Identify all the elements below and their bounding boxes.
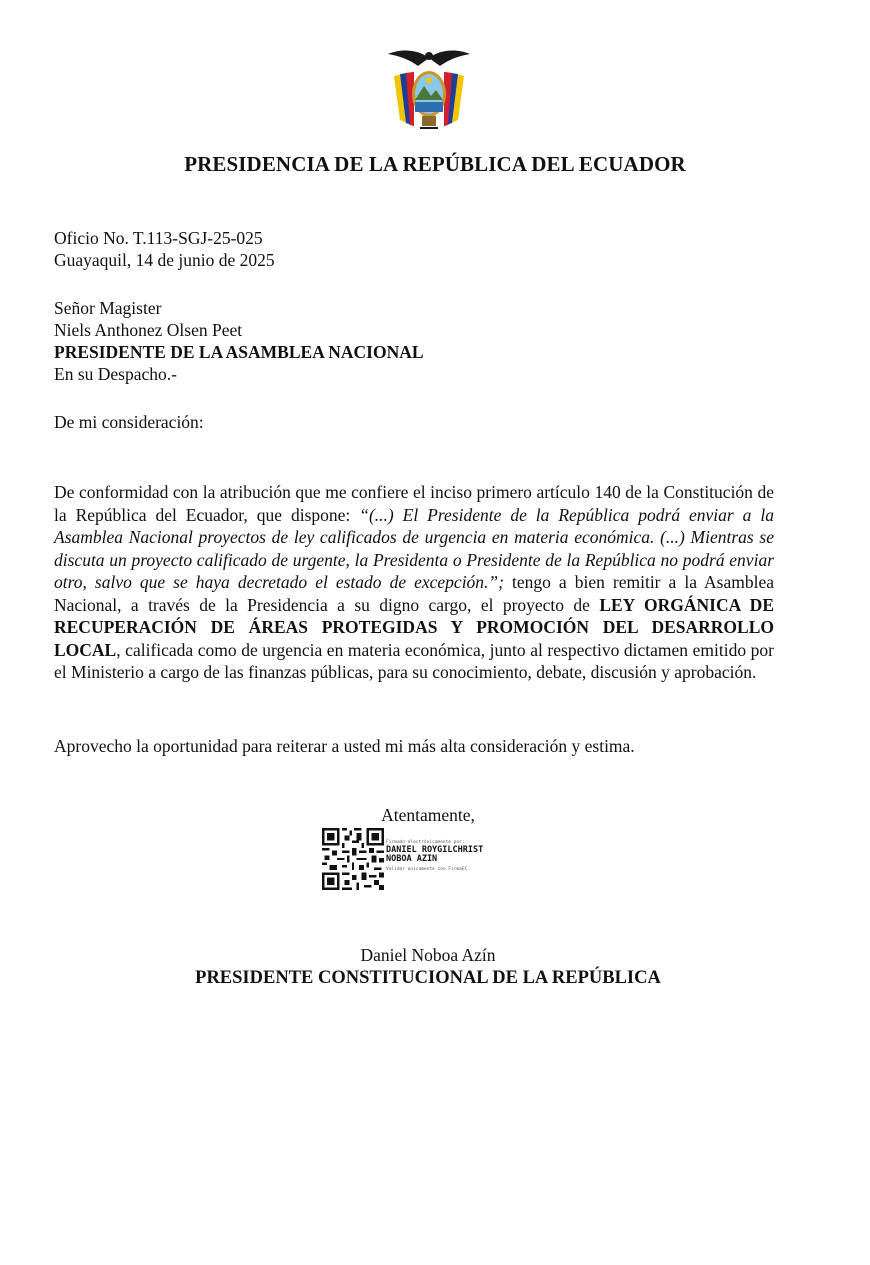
recipient-location: En su Despacho.- xyxy=(54,364,177,384)
recipient-honorific: Señor Magister xyxy=(54,298,162,318)
recipient-position: PRESIDENTE DE LA ASAMBLEA NACIONAL xyxy=(54,342,424,362)
body-paragraph xyxy=(54,481,774,684)
signer-title: PRESIDENTE CONSTITUCIONAL DE LA REPÚBLICA xyxy=(195,968,661,988)
validation-note: Validar únicamente con FirmaEC xyxy=(386,867,468,872)
valediction: Atentamente, xyxy=(381,805,475,825)
recipient-name: Niels Anthonez Olsen Peet xyxy=(54,320,243,340)
signature-details xyxy=(386,840,483,873)
oficio-number: Oficio No. T.113-SGJ-25-025 xyxy=(54,228,263,248)
signer-name: Daniel Noboa Azín xyxy=(360,945,496,965)
body-middle: tengo a bien remitir a la Asamblea Nacional, a través de la Presidencia a su digno cargo, el proyecto de xyxy=(54,572,774,615)
body-end: , calificada como de urgencia en materia económica, junto al respectivo dictamen emitido por el Ministerio a cargo de las finanzas públicas, para su conocimiento, debate, discusión y aprobación. xyxy=(54,639,774,682)
closing-line: Aprovecho la oportunidad para reiterar a usted mi más alta consideración y estima. xyxy=(54,736,635,756)
body-intro: De conformidad con la atribución que me confiere el inciso primero artículo 140 de la Constitución de la República del Ecuador, que dispone: xyxy=(54,482,774,525)
page-title: PRESIDENCIA DE LA REPÚBLICA DEL ECUADOR xyxy=(184,152,686,176)
signer-line-1: DANIEL ROYGILCHRIST xyxy=(386,845,484,855)
signer-line-2: NOBOA AZIN xyxy=(386,854,438,864)
place-date: Guayaquil, 14 de junio de 2025 xyxy=(54,250,275,270)
qr-code-icon xyxy=(322,828,384,890)
electronic-signature xyxy=(322,828,532,892)
ecuador-coat-of-arms-icon xyxy=(384,46,474,132)
signed-by-label: Firmado electrónicamente por: xyxy=(386,840,465,845)
reference-block xyxy=(54,227,275,271)
constitution-quote: “(...) El Presidente de la República podrá enviar a la Asamblea Nacional proyectos de ley calificados de urgencia en materia económica. (...) Mientras se discuta un proyecto calificado de urgente, la Presidenta o Presidente de la República no podrá enviar otro, salvo que se haya decretado el estado de excepción.”; xyxy=(54,504,774,592)
greeting: De mi consideración: xyxy=(54,412,204,432)
recipient-block xyxy=(54,297,424,385)
law-name: LEY ORGÁNICA DE RECUPERACIÓN DE ÁREAS PROTEGIDAS Y PROMOCIÓN DEL DESARROLLO LOCAL xyxy=(54,594,774,660)
